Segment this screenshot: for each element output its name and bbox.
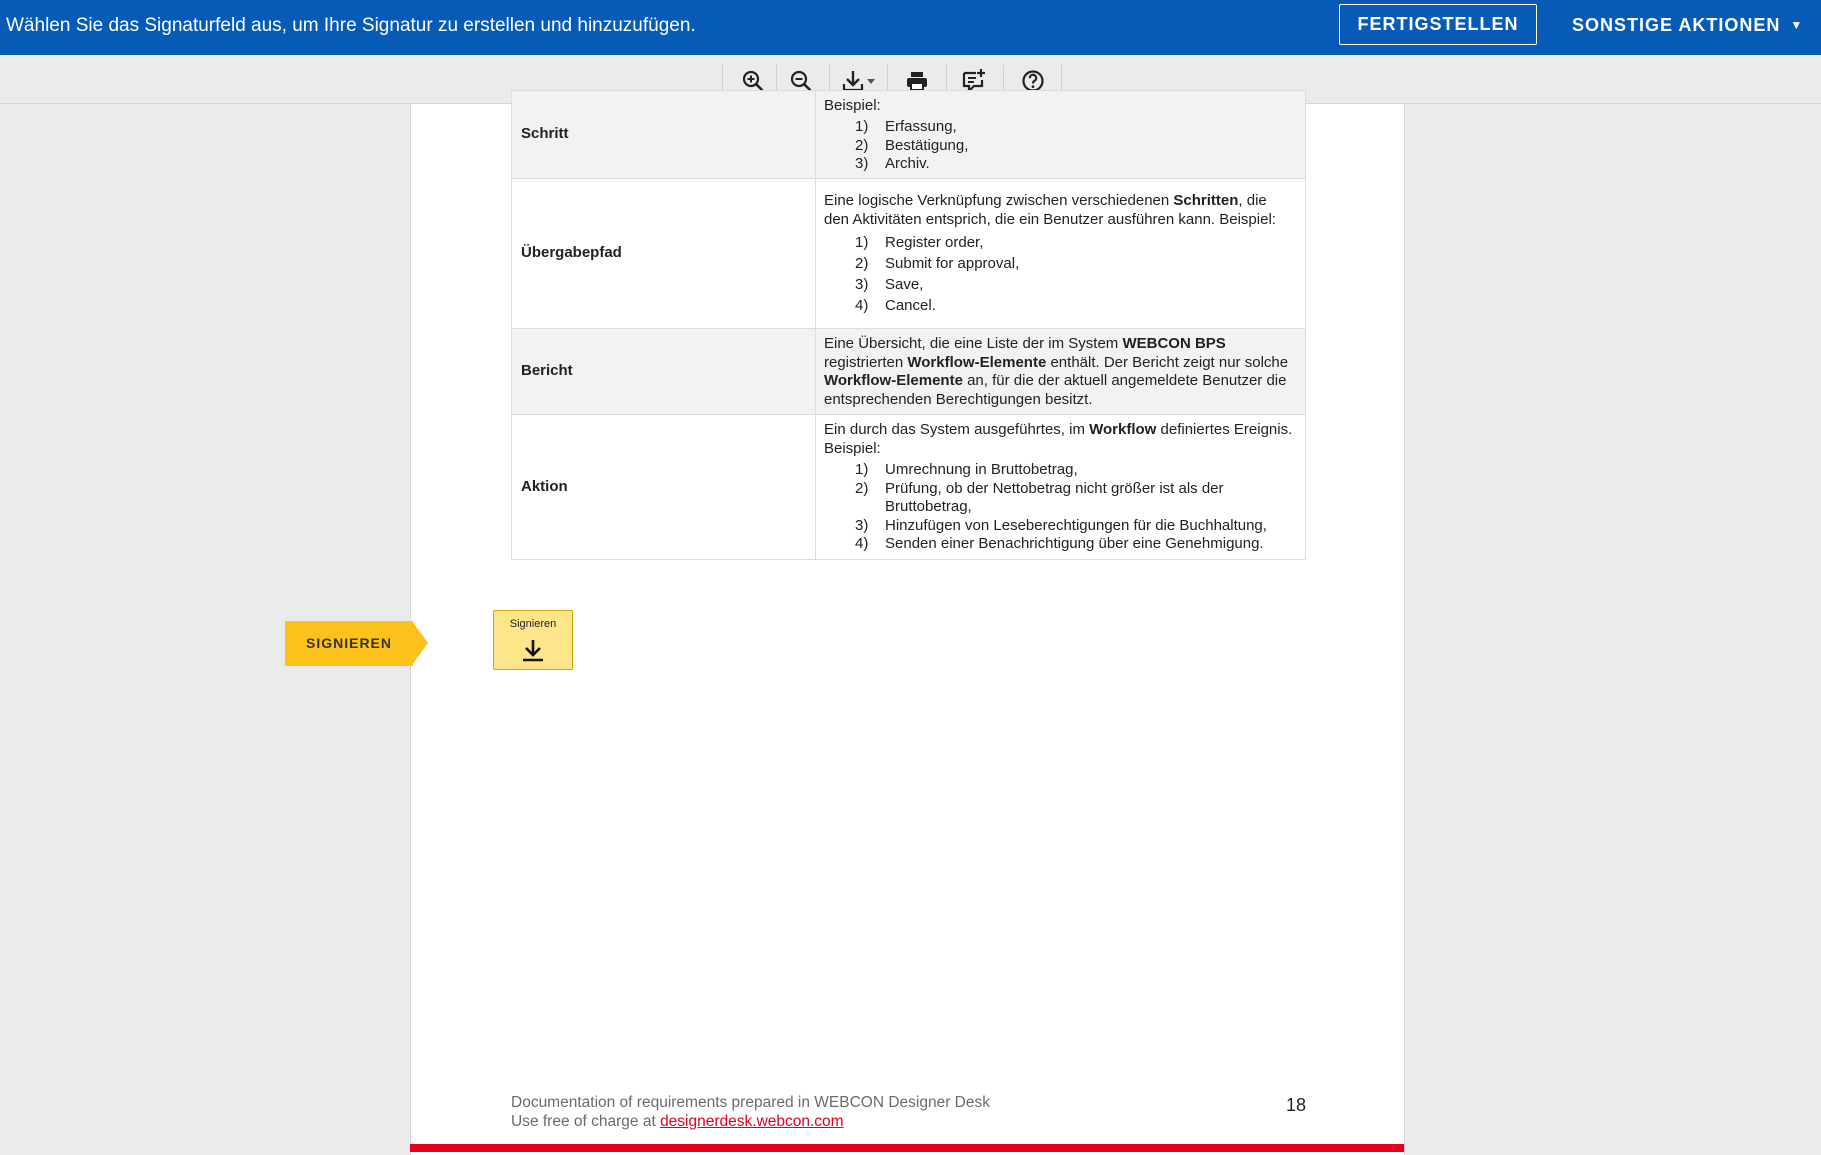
table-row bbox=[512, 329, 1306, 415]
list-item bbox=[855, 155, 1295, 174]
sign-flag-arrow bbox=[412, 621, 428, 665]
list-item bbox=[855, 253, 1295, 274]
steps-list bbox=[824, 461, 1295, 554]
designer-desk-link[interactable]: designerdesk.webcon.com bbox=[660, 1112, 844, 1130]
list-item bbox=[855, 517, 1295, 536]
top-bar bbox=[0, 0, 1821, 55]
list-number: 4) bbox=[855, 535, 869, 553]
sign-flag[interactable] bbox=[285, 621, 430, 666]
table-row bbox=[512, 179, 1306, 329]
list-text: Hinzufügen von Leseberechtigungen für die Buchhaltung, bbox=[885, 516, 1267, 534]
footer-red-line bbox=[410, 1144, 1404, 1152]
table-row bbox=[512, 415, 1306, 560]
list-item bbox=[855, 461, 1295, 480]
list-text: Erfassung, bbox=[885, 118, 957, 135]
more-actions-label: SONSTIGE AKTIONEN bbox=[1572, 14, 1781, 35]
list-number: 1) bbox=[855, 118, 869, 135]
description-cell bbox=[816, 415, 1306, 560]
steps-list bbox=[824, 232, 1295, 316]
signature-field[interactable] bbox=[493, 610, 573, 670]
list-number: 2) bbox=[855, 136, 869, 154]
list-text: Submit for approval, bbox=[885, 255, 1020, 272]
steps-list bbox=[824, 118, 1295, 174]
signature-field-label: Signieren bbox=[509, 618, 557, 630]
page-number: 18 bbox=[1285, 1095, 1306, 1115]
instruction-message: Wählen Sie das Signaturfeld aus, um Ihre Signatur zu erstellen und hinzuzufügen. bbox=[6, 15, 696, 36]
description-text: Ein durch das System ausgeführtes, im Workflow definiertes Ereignis. Beispiel: bbox=[824, 421, 1293, 457]
list-text: Register order, bbox=[885, 234, 984, 251]
description-text: Eine logische Verknüpfung zwischen verschiedenen Schritten, die den Aktivitäten entsprich, die ein Benutzer ausführen kann. Beispiel: bbox=[824, 192, 1276, 228]
list-text: Bestätigung, bbox=[885, 136, 969, 154]
footer-line: Use free of charge at designerdesk.webcon.com bbox=[511, 1112, 844, 1130]
description-text: Beispiel: bbox=[824, 96, 881, 114]
list-number: 3) bbox=[855, 516, 869, 534]
description-text: Eine Übersicht, die eine Liste der im System WEBCON BPS registrierten Workflow-Elemente enthält. Der Bericht zeigt nur solche Workflow-Elemente an, für die der aktuell angemeldete Benutzer die entsprechenden Berechtigungen besitzt. bbox=[824, 335, 1289, 408]
description-cell bbox=[816, 329, 1306, 415]
list-item bbox=[855, 232, 1295, 253]
footer-line: Documentation of requirements prepared in WEBCON Designer Desk bbox=[511, 1094, 990, 1111]
list-item bbox=[855, 295, 1295, 316]
list-text: Cancel. bbox=[885, 297, 936, 314]
list-item bbox=[855, 137, 1295, 156]
term-cell: Aktion bbox=[512, 415, 816, 560]
list-text: Archiv. bbox=[885, 155, 930, 172]
table-row bbox=[512, 91, 1306, 179]
finish-button[interactable]: FERTIGSTELLEN bbox=[1339, 4, 1537, 45]
list-text: Umrechnung in Bruttobetrag, bbox=[885, 461, 1078, 479]
description-cell bbox=[816, 179, 1306, 329]
list-number: 2) bbox=[855, 479, 869, 497]
chevron-down-icon: ▼ bbox=[1790, 17, 1804, 32]
list-item bbox=[855, 480, 1295, 517]
list-item bbox=[855, 535, 1295, 554]
list-text: Prüfung, ob der Nettobetrag nicht größer ist als der Bruttobetrag, bbox=[885, 479, 1224, 516]
more-actions-button[interactable] bbox=[1572, 10, 1803, 40]
list-item bbox=[855, 274, 1295, 295]
list-number: 3) bbox=[855, 276, 869, 293]
list-number: 2) bbox=[855, 255, 869, 272]
list-item bbox=[855, 118, 1295, 137]
term-cell: Übergabepfad bbox=[512, 179, 816, 329]
list-text: Save, bbox=[885, 276, 924, 293]
sign-flag-label: SIGNIEREN bbox=[305, 635, 392, 651]
term-cell: Schritt bbox=[512, 91, 816, 179]
list-number: 1) bbox=[855, 461, 869, 479]
list-text: Senden einer Benachrichtigung über eine Genehmigung. bbox=[885, 535, 1264, 553]
term-cell: Bericht bbox=[512, 329, 816, 415]
page-footer bbox=[511, 1094, 1306, 1131]
arrow-down-icon bbox=[521, 639, 545, 663]
description-cell bbox=[816, 91, 1306, 179]
list-number: 3) bbox=[855, 155, 869, 172]
list-number: 1) bbox=[855, 234, 869, 251]
list-number: 4) bbox=[855, 297, 869, 314]
definitions-table bbox=[511, 90, 1306, 560]
